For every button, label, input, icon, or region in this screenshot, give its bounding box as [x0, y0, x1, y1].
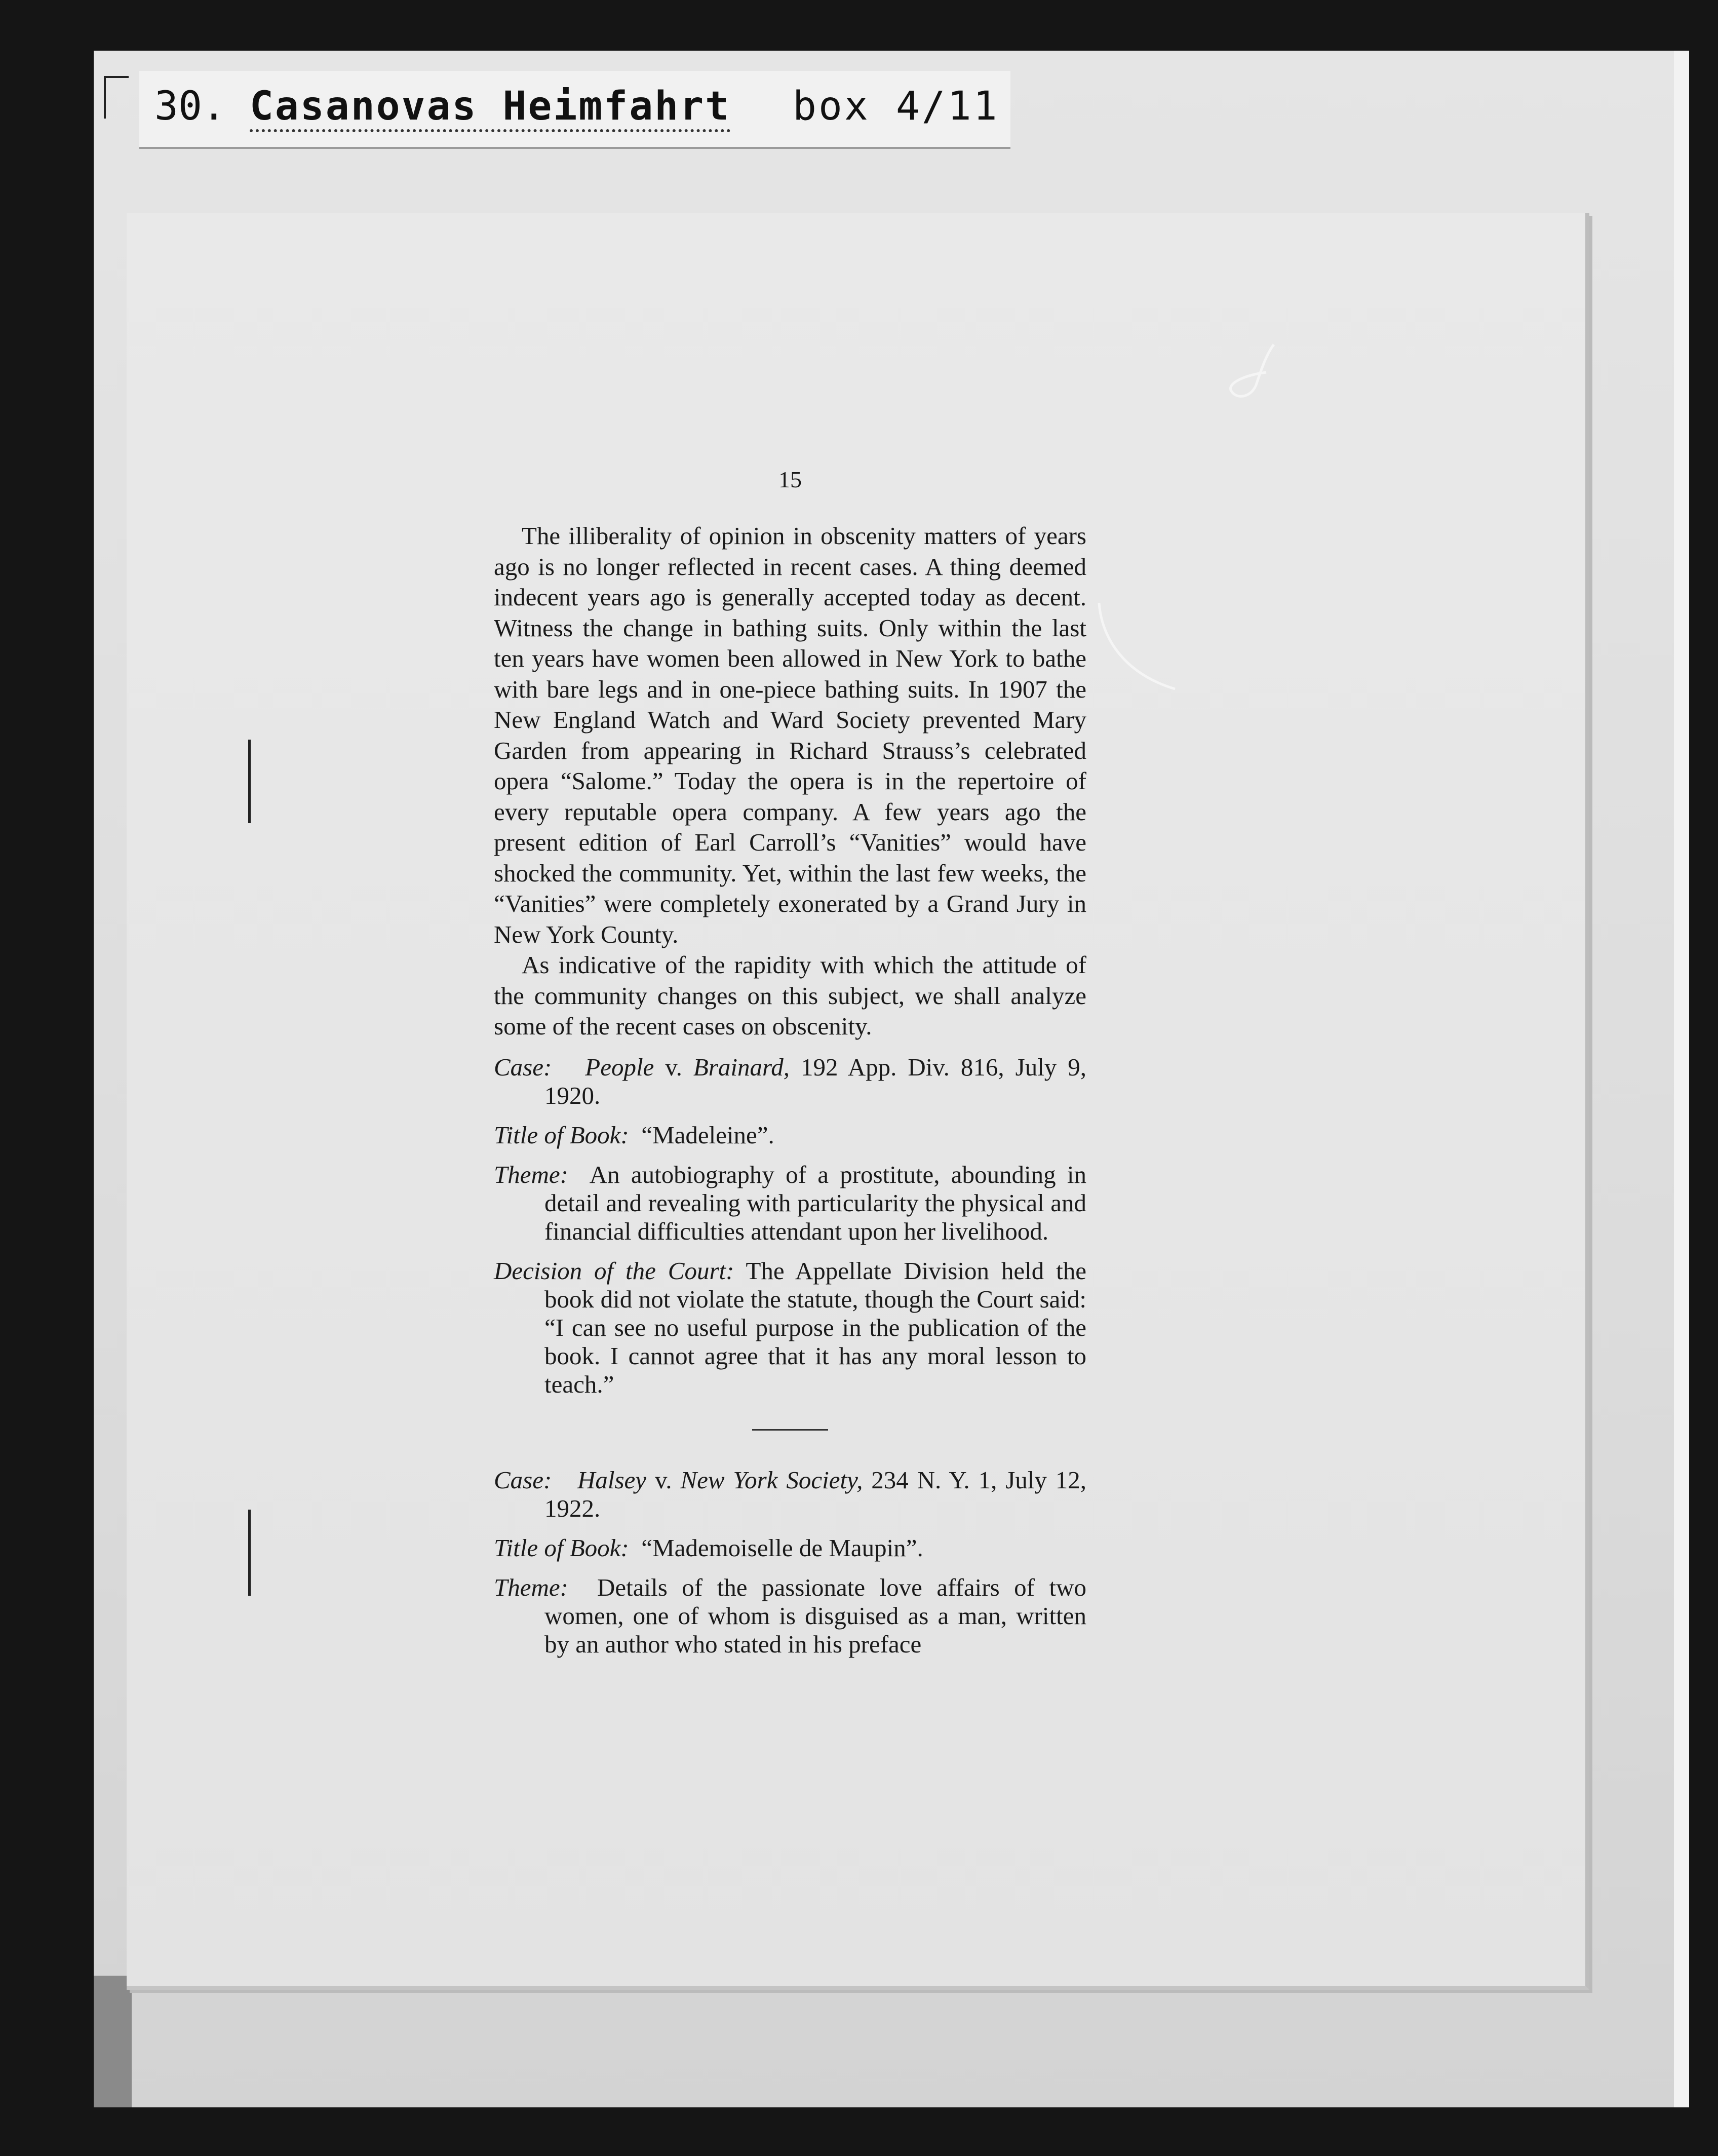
- folder-label: [139, 71, 1010, 149]
- page-content: [494, 466, 1086, 1670]
- case-2: [494, 1466, 1086, 1659]
- case-1-citation-entry: [494, 1053, 1086, 1110]
- case-2-citation-entry: [494, 1466, 1086, 1523]
- book-title: “Mademoiselle de Maupin”.: [641, 1533, 923, 1562]
- pen-mark-top: [1226, 334, 1286, 405]
- section-divider: [752, 1429, 828, 1431]
- case-1: [494, 1053, 1086, 1399]
- page-number: 15: [778, 467, 802, 492]
- decision-label: Decision of the Court:: [494, 1256, 734, 1285]
- folder-edge: [94, 1976, 132, 2107]
- theme-label: Theme:: [494, 1573, 568, 1601]
- paragraph-1: The illiberality of opinion in obscenity matters of years ago is no longer reflected in recent cases. A thing deemed indecent years ago is generally accepted today as decent. Witness the change in bathing suits. Only within the last ten years have women been allowed in New York to bathe with bare legs and in one-piece bathing suits. In 1907 the New England Watch and Ward Society prevented Mary Garden from appearing in Richard Strauss’s celebrated opera “Salome.” Today the opera is in the repertoire of every reputable opera company. A few years ago the present edition of Earl Carroll’s “Vanities” would have shocked the community. Yet, within the last few weeks, the “Vanities” were completely exonerated by a Grand Jury in New York County.: [494, 522, 1086, 948]
- corner-mark: [104, 76, 129, 119]
- title-label: Title of Book:: [494, 1533, 629, 1562]
- theme-text: An autobiography of a prostitute, abounding in detail and revealing with particularity the physical and financial difficulties attendant upon her livelihood.: [544, 1160, 1086, 1245]
- party-a: People: [585, 1053, 654, 1081]
- paragraph-2: As indicative of the rapidity with which the attitude of the community changes on this subject, we shall analyze some of the recent cases on obscenity.: [494, 951, 1086, 1040]
- title-label: Title of Book:: [494, 1121, 629, 1149]
- pen-mark-margin-curve: [1094, 598, 1180, 699]
- folder-box: box 4/11: [793, 84, 999, 129]
- party-b: New York Society,: [680, 1466, 863, 1494]
- case-label: Case:: [494, 1053, 552, 1081]
- case-2-title-entry: [494, 1534, 1086, 1562]
- margin-tick-2: [248, 1510, 251, 1596]
- party-b: Brainard,: [693, 1053, 790, 1081]
- citation: 192 App. Div. 816, July 9, 1920.: [544, 1053, 1087, 1109]
- versus: v.: [665, 1053, 682, 1081]
- decision-text: The Appellate Division held the book did not violate the statute, though the Court said: “I can see no useful purpose in the publication of the book. I cannot agree that it has any moral lesson to teach.”: [544, 1256, 1086, 1398]
- case-2-theme-entry: [494, 1573, 1086, 1659]
- party-a: Halsey: [577, 1466, 647, 1494]
- case-1-decision-entry: [494, 1257, 1086, 1399]
- citation: 234 N. Y. 1, July 12, 1922.: [544, 1466, 1087, 1522]
- case-label: Case:: [494, 1466, 552, 1494]
- theme-text: Details of the passionate love affairs of two women, one of whom is disguised as a man, written by an author who stated in his preface: [544, 1573, 1087, 1658]
- versus: v.: [654, 1466, 672, 1494]
- folder-title: Casanovas Heimfahrt: [250, 84, 730, 132]
- margin-tick-1: [248, 740, 251, 823]
- folder-label-heading: [154, 84, 730, 129]
- folder-number: 30.: [154, 84, 226, 129]
- case-1-theme-entry: [494, 1161, 1086, 1246]
- case-1-title-entry: [494, 1121, 1086, 1149]
- book-title: “Madeleine”.: [641, 1121, 774, 1149]
- theme-label: Theme:: [494, 1160, 568, 1188]
